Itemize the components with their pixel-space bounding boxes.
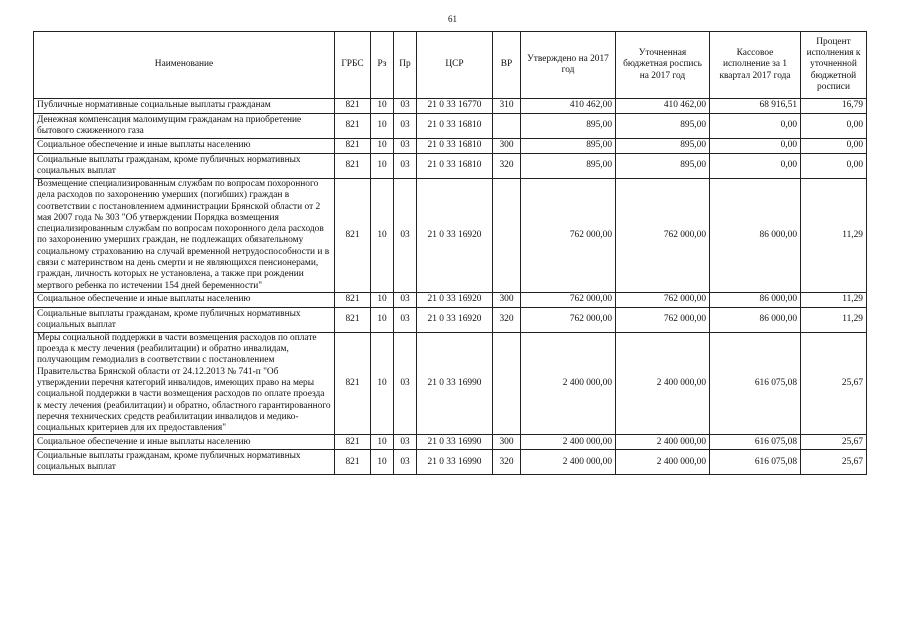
cell-approved: 2 400 000,00 bbox=[521, 435, 616, 450]
cell-pr: 03 bbox=[394, 99, 417, 114]
cell-percent: 11,29 bbox=[801, 179, 867, 293]
cell-refined: 762 000,00 bbox=[616, 179, 710, 293]
cell-csr: 21 0 33 16810 bbox=[417, 114, 493, 139]
table-row bbox=[34, 154, 867, 179]
cell-approved: 762 000,00 bbox=[521, 179, 616, 293]
cell-approved: 895,00 bbox=[521, 114, 616, 139]
table-row bbox=[34, 435, 867, 450]
cell-vr: 300 bbox=[493, 292, 521, 307]
header-percent: Процент исполнения к уточненной бюджетной росписи bbox=[801, 32, 867, 99]
cell-cash: 86 000,00 bbox=[710, 307, 801, 332]
cell-pr: 03 bbox=[394, 307, 417, 332]
table-row bbox=[34, 114, 867, 139]
cell-name: Социальное обеспечение и иные выплаты населению bbox=[34, 139, 335, 154]
table-row bbox=[34, 292, 867, 307]
cell-name: Социальное обеспечение и иные выплаты населению bbox=[34, 435, 335, 450]
page-number: 61 bbox=[448, 14, 457, 24]
cell-approved: 895,00 bbox=[521, 154, 616, 179]
cell-refined: 895,00 bbox=[616, 114, 710, 139]
cell-grbs: 821 bbox=[335, 307, 371, 332]
header-name: Наименование bbox=[34, 32, 335, 99]
cell-percent: 25,67 bbox=[801, 332, 867, 435]
cell-approved: 2 400 000,00 bbox=[521, 450, 616, 475]
header-vr: ВР bbox=[493, 32, 521, 99]
cell-grbs: 821 bbox=[335, 99, 371, 114]
cell-rz: 10 bbox=[371, 450, 394, 475]
header-approved: Утверждено на 2017 год bbox=[521, 32, 616, 99]
cell-vr bbox=[493, 332, 521, 435]
cell-pr: 03 bbox=[394, 292, 417, 307]
cell-refined: 2 400 000,00 bbox=[616, 435, 710, 450]
header-csr: ЦСР bbox=[417, 32, 493, 99]
cell-vr: 300 bbox=[493, 435, 521, 450]
cell-vr: 300 bbox=[493, 139, 521, 154]
cell-cash: 86 000,00 bbox=[710, 292, 801, 307]
cell-refined: 895,00 bbox=[616, 154, 710, 179]
table-header-row bbox=[34, 32, 867, 99]
header-cash: Кассовое исполнение за 1 квартал 2017 года bbox=[710, 32, 801, 99]
cell-refined: 2 400 000,00 bbox=[616, 332, 710, 435]
cell-rz: 10 bbox=[371, 332, 394, 435]
cell-csr: 21 0 33 16810 bbox=[417, 139, 493, 154]
cell-rz: 10 bbox=[371, 114, 394, 139]
cell-name: Социальные выплаты гражданам, кроме публичных нормативных социальных выплат bbox=[34, 154, 335, 179]
cell-cash: 86 000,00 bbox=[710, 179, 801, 293]
header-pr: Пр bbox=[394, 32, 417, 99]
table-row bbox=[34, 179, 867, 293]
cell-rz: 10 bbox=[371, 292, 394, 307]
cell-name: Возмещение специализированным службам по вопросам похоронного дела расходов по захоронению умерших (погибших) граждан в соответствии с постановлением администрации Брянской области от 2 мая 2007 года № 303 "Об утверждении Порядка возмещения специализированным службам по вопросам похоронного дела расходов по захоронению умерших граждан, не подлежащих обязательному социальному страхованию на случай временной нетрудоспособности и в связи с материнством на день смерти и не являющихся пенсионерами, граждан, личность которых не установлена, а также при рождении мертвого ребенка по истечении 154 дней беременности" bbox=[34, 179, 335, 293]
cell-percent: 11,29 bbox=[801, 292, 867, 307]
cell-name: Денежная компенсация малоимущим гражданам на приобретение бытового сжиженного газа bbox=[34, 114, 335, 139]
cell-vr: 320 bbox=[493, 450, 521, 475]
cell-pr: 03 bbox=[394, 154, 417, 179]
cell-pr: 03 bbox=[394, 179, 417, 293]
cell-csr: 21 0 33 16990 bbox=[417, 332, 493, 435]
cell-cash: 616 075,08 bbox=[710, 435, 801, 450]
cell-percent: 0,00 bbox=[801, 114, 867, 139]
cell-name: Публичные нормативные социальные выплаты гражданам bbox=[34, 99, 335, 114]
cell-cash: 0,00 bbox=[710, 154, 801, 179]
cell-csr: 21 0 33 16920 bbox=[417, 307, 493, 332]
cell-csr: 21 0 33 16990 bbox=[417, 450, 493, 475]
cell-approved: 762 000,00 bbox=[521, 292, 616, 307]
table-row bbox=[34, 307, 867, 332]
cell-percent: 0,00 bbox=[801, 154, 867, 179]
budget-table bbox=[33, 31, 867, 475]
cell-rz: 10 bbox=[371, 99, 394, 114]
cell-csr: 21 0 33 16810 bbox=[417, 154, 493, 179]
cell-rz: 10 bbox=[371, 435, 394, 450]
cell-csr: 21 0 33 16770 bbox=[417, 99, 493, 114]
cell-percent: 11,29 bbox=[801, 307, 867, 332]
cell-name: Социальные выплаты гражданам, кроме публичных нормативных социальных выплат bbox=[34, 307, 335, 332]
cell-grbs: 821 bbox=[335, 332, 371, 435]
cell-vr bbox=[493, 114, 521, 139]
header-grbs: ГРБС bbox=[335, 32, 371, 99]
cell-pr: 03 bbox=[394, 114, 417, 139]
cell-grbs: 821 bbox=[335, 114, 371, 139]
cell-vr: 320 bbox=[493, 307, 521, 332]
cell-refined: 762 000,00 bbox=[616, 307, 710, 332]
cell-grbs: 821 bbox=[335, 154, 371, 179]
cell-rz: 10 bbox=[371, 179, 394, 293]
cell-pr: 03 bbox=[394, 332, 417, 435]
cell-approved: 410 462,00 bbox=[521, 99, 616, 114]
cell-name: Меры социальной поддержки в части возмещения расходов по оплате проезда к месту лечения (реабилитации) и обратно инвалидам, получающим гемодиализ в соответствии с постановлением Правительства Брянской области от 24.12.2013 № 741-п "Об утверждении перечня категорий инвалидов, имеющих право на меры социальной поддержки в части возмещения расходов по оплате проезда к месту лечения (реабилитации) и обратно, областного гарантированного перечня технических средств реабилитации инвалидов и медико-социальных критериев для их предоставления" bbox=[34, 332, 335, 435]
cell-percent: 25,67 bbox=[801, 435, 867, 450]
cell-percent: 25,67 bbox=[801, 450, 867, 475]
cell-refined: 762 000,00 bbox=[616, 292, 710, 307]
cell-refined: 410 462,00 bbox=[616, 99, 710, 114]
cell-grbs: 821 bbox=[335, 450, 371, 475]
cell-cash: 0,00 bbox=[710, 114, 801, 139]
cell-cash: 616 075,08 bbox=[710, 450, 801, 475]
cell-approved: 2 400 000,00 bbox=[521, 332, 616, 435]
table-row bbox=[34, 450, 867, 475]
cell-grbs: 821 bbox=[335, 179, 371, 293]
cell-vr bbox=[493, 179, 521, 293]
cell-csr: 21 0 33 16990 bbox=[417, 435, 493, 450]
cell-rz: 10 bbox=[371, 139, 394, 154]
header-rz: Рз bbox=[371, 32, 394, 99]
cell-cash: 68 916,51 bbox=[710, 99, 801, 114]
cell-grbs: 821 bbox=[335, 139, 371, 154]
cell-csr: 21 0 33 16920 bbox=[417, 179, 493, 293]
cell-name: Социальное обеспечение и иные выплаты населению bbox=[34, 292, 335, 307]
cell-percent: 0,00 bbox=[801, 139, 867, 154]
cell-rz: 10 bbox=[371, 154, 394, 179]
cell-cash: 616 075,08 bbox=[710, 332, 801, 435]
cell-rz: 10 bbox=[371, 307, 394, 332]
cell-grbs: 821 bbox=[335, 435, 371, 450]
header-refined: Уточненная бюджетная роспись на 2017 год bbox=[616, 32, 710, 99]
cell-cash: 0,00 bbox=[710, 139, 801, 154]
cell-pr: 03 bbox=[394, 435, 417, 450]
cell-vr: 320 bbox=[493, 154, 521, 179]
cell-refined: 895,00 bbox=[616, 139, 710, 154]
cell-refined: 2 400 000,00 bbox=[616, 450, 710, 475]
cell-vr: 310 bbox=[493, 99, 521, 114]
cell-percent: 16,79 bbox=[801, 99, 867, 114]
cell-pr: 03 bbox=[394, 450, 417, 475]
cell-approved: 762 000,00 bbox=[521, 307, 616, 332]
cell-csr: 21 0 33 16920 bbox=[417, 292, 493, 307]
cell-name: Социальные выплаты гражданам, кроме публичных нормативных социальных выплат bbox=[34, 450, 335, 475]
cell-grbs: 821 bbox=[335, 292, 371, 307]
cell-pr: 03 bbox=[394, 139, 417, 154]
cell-approved: 895,00 bbox=[521, 139, 616, 154]
table-row bbox=[34, 99, 867, 114]
table-row bbox=[34, 332, 867, 435]
table-row bbox=[34, 139, 867, 154]
